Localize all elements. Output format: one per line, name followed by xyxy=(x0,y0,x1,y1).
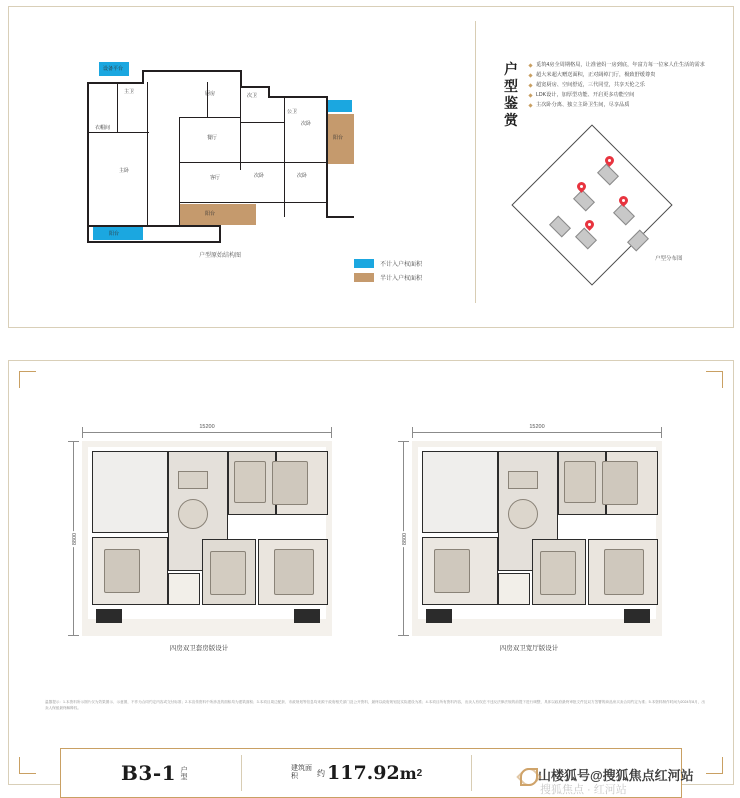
legend-label: 不计入户权面积 xyxy=(380,262,423,268)
furnished-plan-left xyxy=(64,421,334,651)
model-suffix: 户型 xyxy=(180,766,188,780)
furnished-plan-right xyxy=(394,421,664,651)
dimension-value: 8800 xyxy=(72,532,79,545)
dimension-value: 8800 xyxy=(402,532,409,545)
feature-bullet-list xyxy=(529,61,705,111)
map-pin-icon xyxy=(577,182,586,194)
dimension-top xyxy=(412,424,662,437)
watermark-text: 山楼狐号@搜狐焦点红河站 xyxy=(538,768,694,783)
room-label: 次卧 xyxy=(254,173,265,179)
model-code-cell xyxy=(121,749,187,797)
area-label: 建筑面积 xyxy=(291,765,312,780)
room-label: 次卫 xyxy=(247,93,258,99)
top-panel xyxy=(8,6,734,328)
area-value: 117.92 xyxy=(327,762,400,784)
room-label: 阳台 xyxy=(205,211,216,217)
bullet-item: 超大米超大赠送面积，正对阔绰门厅，极致舒缓尊贵 xyxy=(529,71,699,80)
plan-render-left xyxy=(82,441,332,636)
room-label: 次卧 xyxy=(297,173,308,179)
legend-item xyxy=(354,259,422,268)
legend-swatch-tan xyxy=(354,273,374,282)
plan-caption: 四房双卫宽厅版设计 xyxy=(499,645,559,652)
dimension-left xyxy=(398,441,408,636)
legend-item xyxy=(354,273,422,282)
model-code: B3-1 xyxy=(121,761,177,785)
original-structure-floor-plan xyxy=(79,62,369,247)
legend xyxy=(354,259,422,287)
floor-plan-caption: 户型原始结构图 xyxy=(199,253,242,259)
room-label: 餐厅 xyxy=(207,135,218,141)
panel-divider xyxy=(475,21,476,303)
map-pin-icon xyxy=(619,196,628,208)
bullet-item: 超宽厨房、空间舒适，三代同堂，共享天伦之乐 xyxy=(529,81,699,90)
room-label: 阳台 xyxy=(109,231,120,237)
dimension-left xyxy=(68,441,78,636)
corner-ornament xyxy=(19,371,36,388)
room-label: 主卫 xyxy=(124,89,135,95)
bullet-item: 主次卧分离、独立主卧卫生间，尽享品质 xyxy=(529,101,699,110)
bullet-item: LDK设计，加厚型功能、开启更多功能空间 xyxy=(529,91,699,100)
room-label: 设备平台 xyxy=(103,66,124,72)
footer-divider xyxy=(471,755,472,791)
area-cell xyxy=(291,749,422,797)
area-unit: m xyxy=(399,763,417,783)
area-prefix: 约 xyxy=(317,768,325,778)
room-label: 衣帽间 xyxy=(95,125,111,131)
room-label: 次卧 xyxy=(301,121,312,127)
area-unit-exponent: 2 xyxy=(416,767,423,779)
room-label: 阳台 xyxy=(333,135,344,141)
plan-caption: 四房双卫套房版设计 xyxy=(169,645,229,652)
dimension-value: 15200 xyxy=(196,424,217,430)
section-title-vertical: 户型鉴赏 xyxy=(504,62,520,129)
half-counted-area-2 xyxy=(180,204,256,225)
corner-ornament xyxy=(706,757,723,774)
corner-ornament xyxy=(706,371,723,388)
footer-divider xyxy=(241,755,242,791)
room-label: 主卧 xyxy=(119,168,130,174)
room-label: 客厅 xyxy=(210,175,221,181)
dimension-value: 15200 xyxy=(526,424,547,430)
site-map-caption: 户型分布图 xyxy=(655,256,683,262)
dimension-top xyxy=(82,424,332,437)
corner-ornament xyxy=(19,757,36,774)
bottom-panel xyxy=(8,360,734,785)
bullet-item: 觅筑4房全周期格局，让准爸妈一房到底，年富力每一位家人仕生活的需求 xyxy=(529,61,699,70)
map-pin-icon xyxy=(585,220,594,232)
plan-render-right xyxy=(412,441,662,636)
map-pin-icon xyxy=(605,156,614,168)
watermark-secondary: 搜狐焦点 · 红河站 xyxy=(540,784,627,796)
legend-label: 半计入户权面积 xyxy=(380,276,423,282)
room-label: 厨房 xyxy=(205,91,216,97)
legal-disclaimer: 温馨提示：1.本资料所示图片仅为效果图示、示意图，不作为合同约定内容或交付标准；2.本宣传资料中所涉及的面积均为建筑面积；3.本项目周边配套、市政规划等信息均来源于政府相关部门及公开资料，最终以政府规划及实际建设为准；4.本项目所有资料内容，出卖人有权在不违反法律法规的前提下进行调整，具体以政府最终审批文件及双方签署的商品房买卖合同约定为准；5.本资料制作时间为2024年8月，出卖人保留最终解释权。 xyxy=(45,700,705,710)
room-label: 公卫 xyxy=(287,109,298,115)
non-counted-area-2 xyxy=(328,100,352,112)
watermark-logo-icon xyxy=(520,768,534,782)
legend-swatch-blue xyxy=(354,259,374,268)
site-distribution-map xyxy=(527,142,705,267)
